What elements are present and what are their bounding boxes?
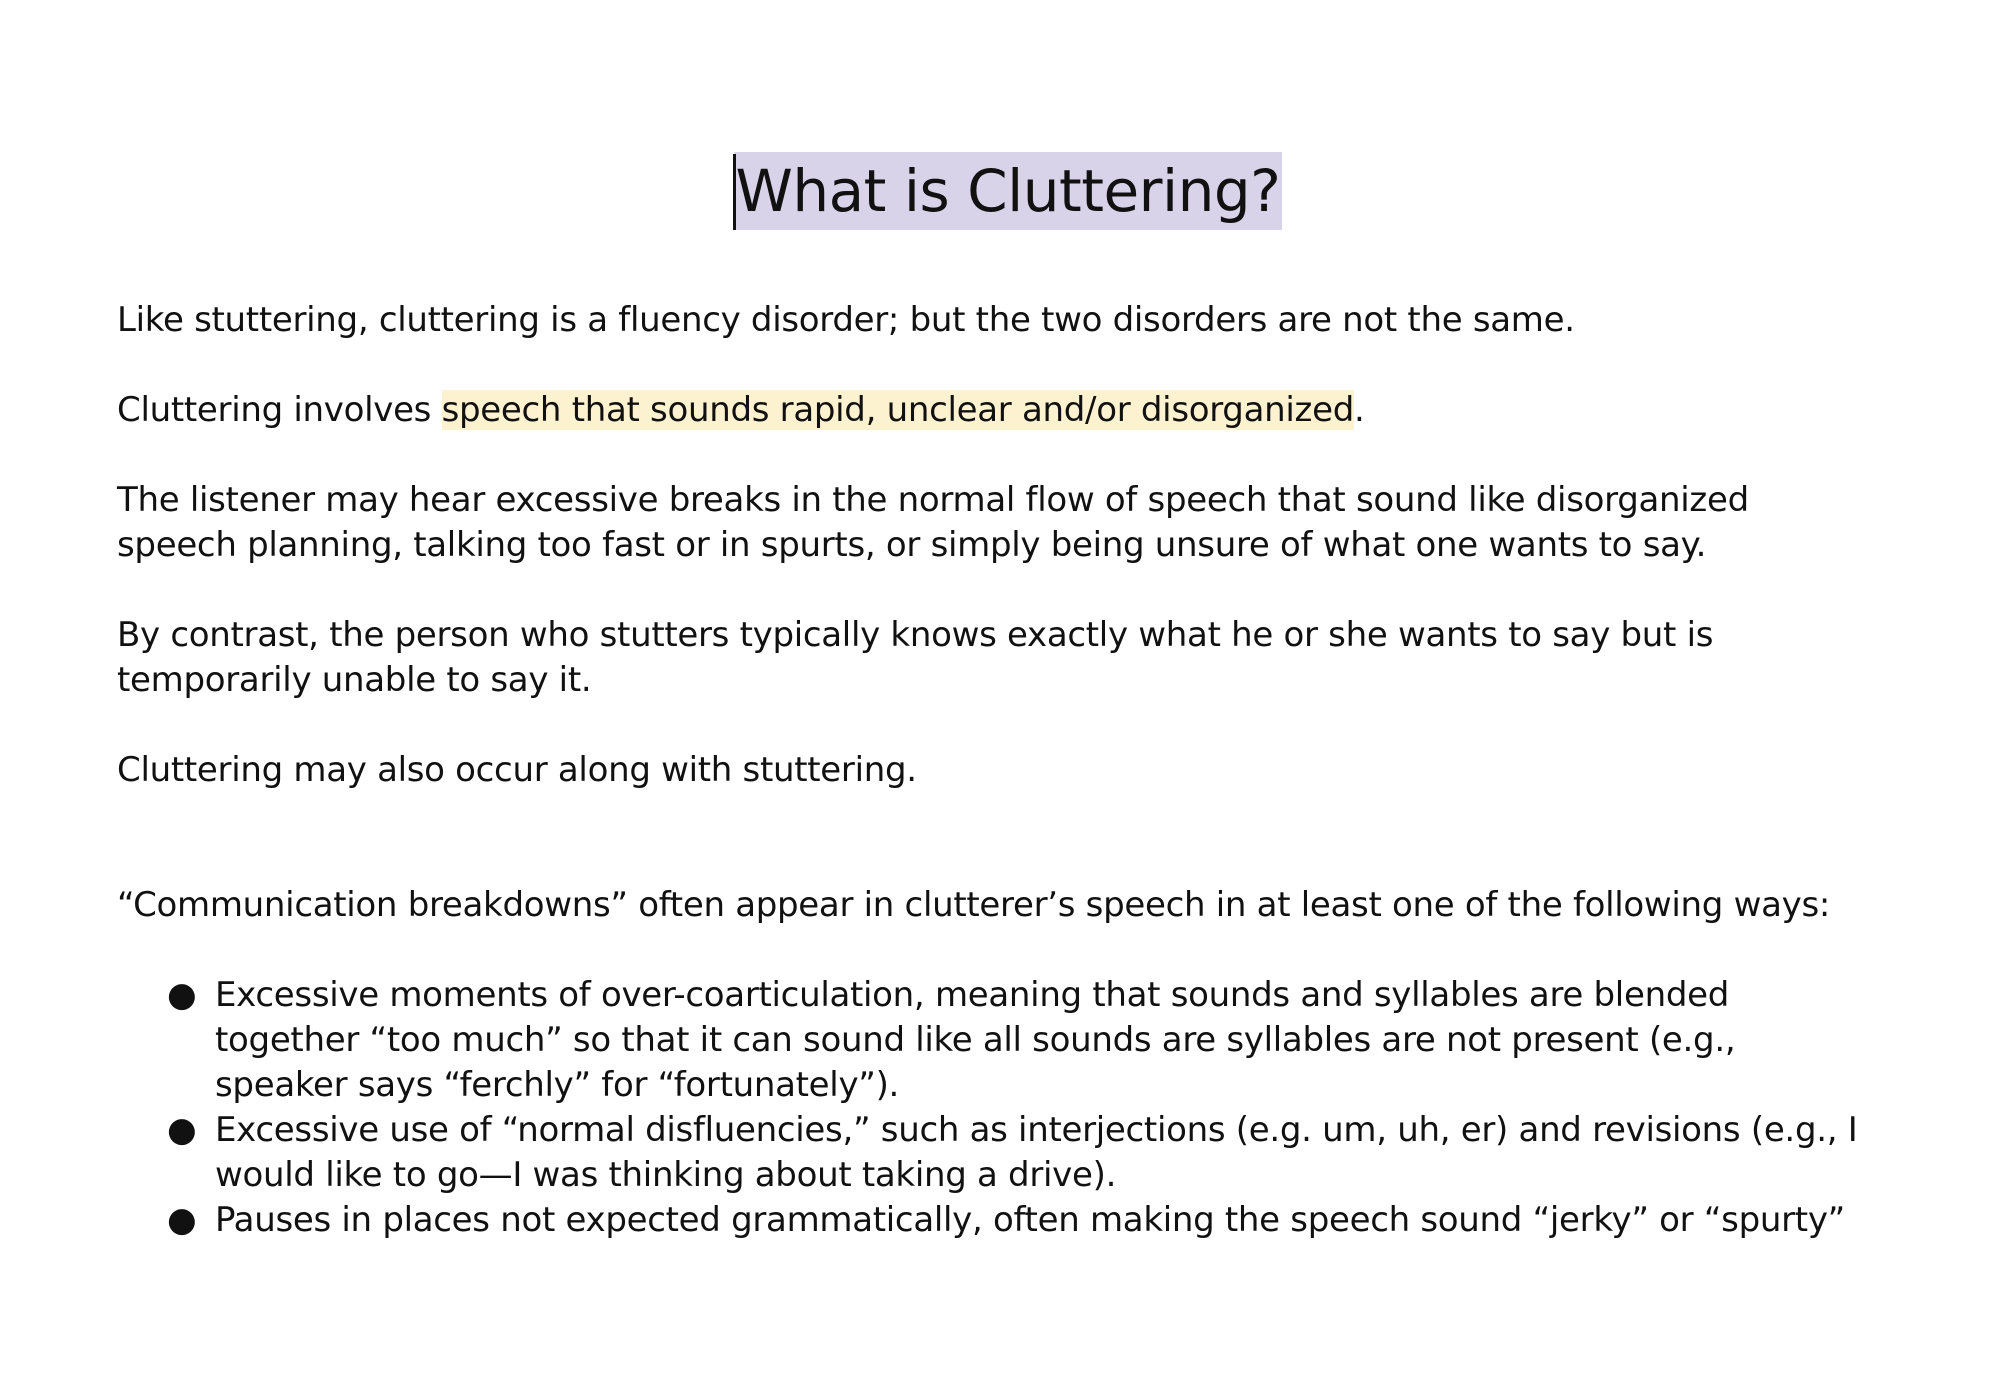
- list-item: [117, 1108, 1957, 1198]
- list-item-line: would like to go—I was thinking about taking a drive).: [215, 1155, 1117, 1195]
- bullet-marker: ●: [167, 1110, 197, 1150]
- paragraph-listener: [117, 478, 1957, 568]
- paragraph-line: temporarily unable to say it.: [117, 660, 592, 700]
- paragraph-text: “Communication breakdowns” often appear in clutterer’s speech in at least one of the following ways:: [117, 885, 1831, 925]
- list-item-line: speaker says “ferchly” for “fortunately”).: [215, 1065, 900, 1105]
- title-container: [0, 152, 2016, 230]
- bullet-list: [117, 973, 1957, 1243]
- list-item-line: together “too much” so that it can sound like all sounds are syllables are not present (e.g.,: [215, 1020, 1736, 1060]
- paragraph-communication-breakdowns: [117, 883, 1957, 928]
- list-item-line: Pauses in places not expected grammatically, often making the speech sound “jerky” or “spurty”: [215, 1200, 1845, 1240]
- paragraph-fluency-disorder: [117, 298, 1957, 343]
- list-item: [117, 973, 1957, 1108]
- paragraph-contrast: [117, 613, 1957, 703]
- bullet-marker: ●: [167, 975, 197, 1015]
- list-item-line: Excessive use of “normal disfluencies,” such as interjections (e.g. um, uh, er) and revisions (e.g., I: [215, 1110, 1858, 1150]
- document-title[interactable]: [734, 152, 1283, 230]
- highlighted-phrase[interactable]: speech that sounds rapid, unclear and/or disorganized: [441, 390, 1354, 430]
- list-item: [117, 1198, 1957, 1243]
- text-cursor: [733, 154, 736, 230]
- paragraph-text: Like stuttering, cluttering is a fluency disorder; but the two disorders are not the same.: [117, 300, 1575, 340]
- paragraph-co-occur: [117, 748, 1957, 793]
- paragraph-text-end: .: [1353, 390, 1365, 430]
- paragraph-text: Cluttering may also occur along with stuttering.: [117, 750, 917, 790]
- list-item-line: Excessive moments of over-coarticulation, meaning that sounds and syllables are blended: [215, 975, 1729, 1015]
- document-title-text: What is Cluttering?: [735, 157, 1281, 225]
- paragraph-text: Cluttering involves: [117, 390, 442, 430]
- paragraph-line: The listener may hear excessive breaks in the normal flow of speech that sound like disorganized: [117, 480, 1749, 520]
- paragraph-cluttering-involves: [117, 388, 1957, 433]
- paragraph-line: By contrast, the person who stutters typically knows exactly what he or she wants to say but is: [117, 615, 1714, 655]
- bullet-marker: ●: [167, 1200, 197, 1240]
- paragraph-line: speech planning, talking too fast or in spurts, or simply being unsure of what one wants to say.: [117, 525, 1707, 565]
